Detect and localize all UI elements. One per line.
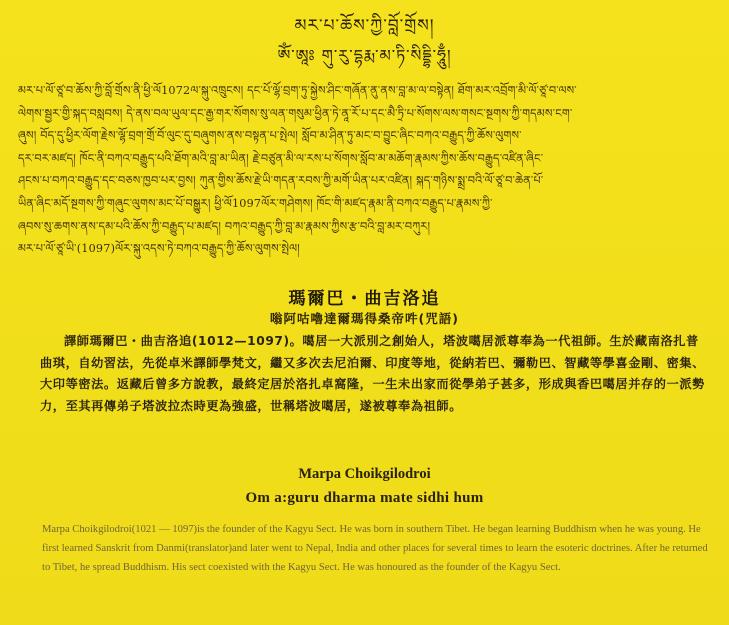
tibetan-body xyxy=(18,80,718,261)
tibetan-line: མར་པ་ལོ་ཙཱ་ཡི་(1097)ལོར་སྐུ་འདས་ཏེ་བཀའ་བརྒྱུད་ཀྱི་ཆོས་ལུགས་སྤེལ། xyxy=(18,242,300,256)
chinese-body: 譯師瑪爾巴・曲吉洛追(1012—1097)。噶居一大派別之創始人，塔波噶居派尊奉為一代祖師。生於藏南洛扎普曲琪，自幼習法，先從卓米譯師學梵文，繼又多次去尼泊爾、印度等地，從納若巴、彌勒巴、智藏等學喜金剛、密集、大印等密法。返藏后曾多方說教，最終定居於洛扎卓窩隆，一生未出家而從學弟子甚多，形成與香巴噶居并存的一派勢力，至其再傳弟子塔波拉杰時更為強盛，世稱塔波噶居，遂被尊奉為祖師。 xyxy=(40,334,705,413)
tibetan-line: ཤངས་པ་བཀའ་བརྒྱུད་དང་བཅས་ཁྱབ་པར་བྱས། ཀུན་གྱིས་ཆོས་རྗེ་ཡི་གདན་རབས་ཀྱི་མགོ་ཡིན་པར་འཛིན། སྐད་གཉིས་སྨྲ་བའི་ལོ་ཙཱ་བ་ཆེན་པོ་ xyxy=(18,174,544,188)
tibetan-line: མར་པ་ལོ་ཙཱ་བ་ཆོས་ཀྱི་བློ་གྲོས་ནི་ཕྱི་ལོ1072ལ་སྐུ་འཁྲུངས། དང་པོ་ལྷོ་བྲག་ཏུ་སྐྱེས་ཤིང་གཞོན་ནུ་ནས་བླ་མ་ལ་བསྟེན། ཐོག་མར་འབྲོག་མི་ལོ་ཙཱ་བ་ལས་ xyxy=(18,84,577,97)
english-title: Marpa Choikgilodroi xyxy=(298,466,431,482)
tibetan-line: ཞུས། བོད་དུ་ཕྱིར་ལོག་རྗེས་ལྷོ་བྲག་གྲོ་བོ་ལུང་དུ་བཞུགས་ནས་བསྟན་པ་སྤེལ། སློབ་མ་ཤིན་ཏུ་མང་བ་བྱུང་ཞིང་བཀའ་བརྒྱུད་ཀྱི་ཆོས་ལུགས་ xyxy=(18,129,522,143)
tibetan-line: ཞབས་སུ་ཆགས་ནས་དམ་པའི་ཆོས་ཀྱི་བརྒྱུད་པ་མཛད། བཀའ་བརྒྱུད་ཀྱི་བླ་མ་རྣམས་ཀྱིས་རྩ་བའི་བླ་མར་བཀུར། xyxy=(18,219,431,233)
english-mantra: Om a:guru dharma mate sidhi hum xyxy=(245,490,484,506)
tibetan-mantra: ཨོཾ་ཨཱཿ གུ་རུ་དྷརྨ་མ་ཏི་སིདྡྷི་ཧཱུྃ། xyxy=(277,46,452,65)
english-body: Marpa Choikgilodroi(1021 — 1097)is the founder of the Kagyu Sect. He was born in southern Tibet. He began learning Buddhism when he was young. He first learned Sanskrit from Danmi(translator)and later went to Nepal, India and other places for several times to learn the esoteric doctrines. After he returned to Tibet, he spread Buddhism. His sect coexisted with the Kagyu Sect. He was honoured as the founder of the Kagyu Sect. xyxy=(42,524,708,574)
tibetan-line: ཡིན་ཞིང་མདོ་སྔགས་ཀྱི་གཞུང་ལུགས་མང་པོ་བསྒྱུར། ཕྱི་ལོ1097ལོར་གཤེགས། ཁོང་གི་མཛད་རྣམ་ནི་བཀའ་བརྒྱུད་པ་རྣམས་ཀྱི་ xyxy=(18,196,493,210)
tibetan-line: ལེགས་སྦྱར་གྱི་སྐད་བསླབས། དེ་ནས་བལ་ཡུལ་དང་རྒྱ་གར་སོགས་སུ་ལན་གསུམ་ཕྱིན་ཏེ་ནཱ་རོ་པ་དང་མཻ་ཏྲི་པ་སོགས་ལས་གསང་སྔགས་ཀྱི་གདམས་ངག་ xyxy=(18,106,573,120)
tibetan-line: དར་བར་མཛད། ཁོང་ནི་བཀའ་བརྒྱུད་པའི་ཐོག་མའི་བླ་མ་ཡིན། རྗེ་བཙུན་མི་ལ་རས་པ་སོགས་སློབ་མ་མཆོག་རྣམས་ཀྱིས་ཆོས་བརྒྱུད་འཛིན་ཞིང་ xyxy=(18,151,544,165)
chinese-mantra: 嗡阿咕嚕達爾瑪得桑帝吽(咒語) xyxy=(270,311,459,326)
chinese-title: 瑪爾巴・曲吉洛追 xyxy=(288,289,441,309)
tibetan-title: མར་པ་ཆོས་ཀྱི་བློ་གྲོས། xyxy=(294,16,435,36)
